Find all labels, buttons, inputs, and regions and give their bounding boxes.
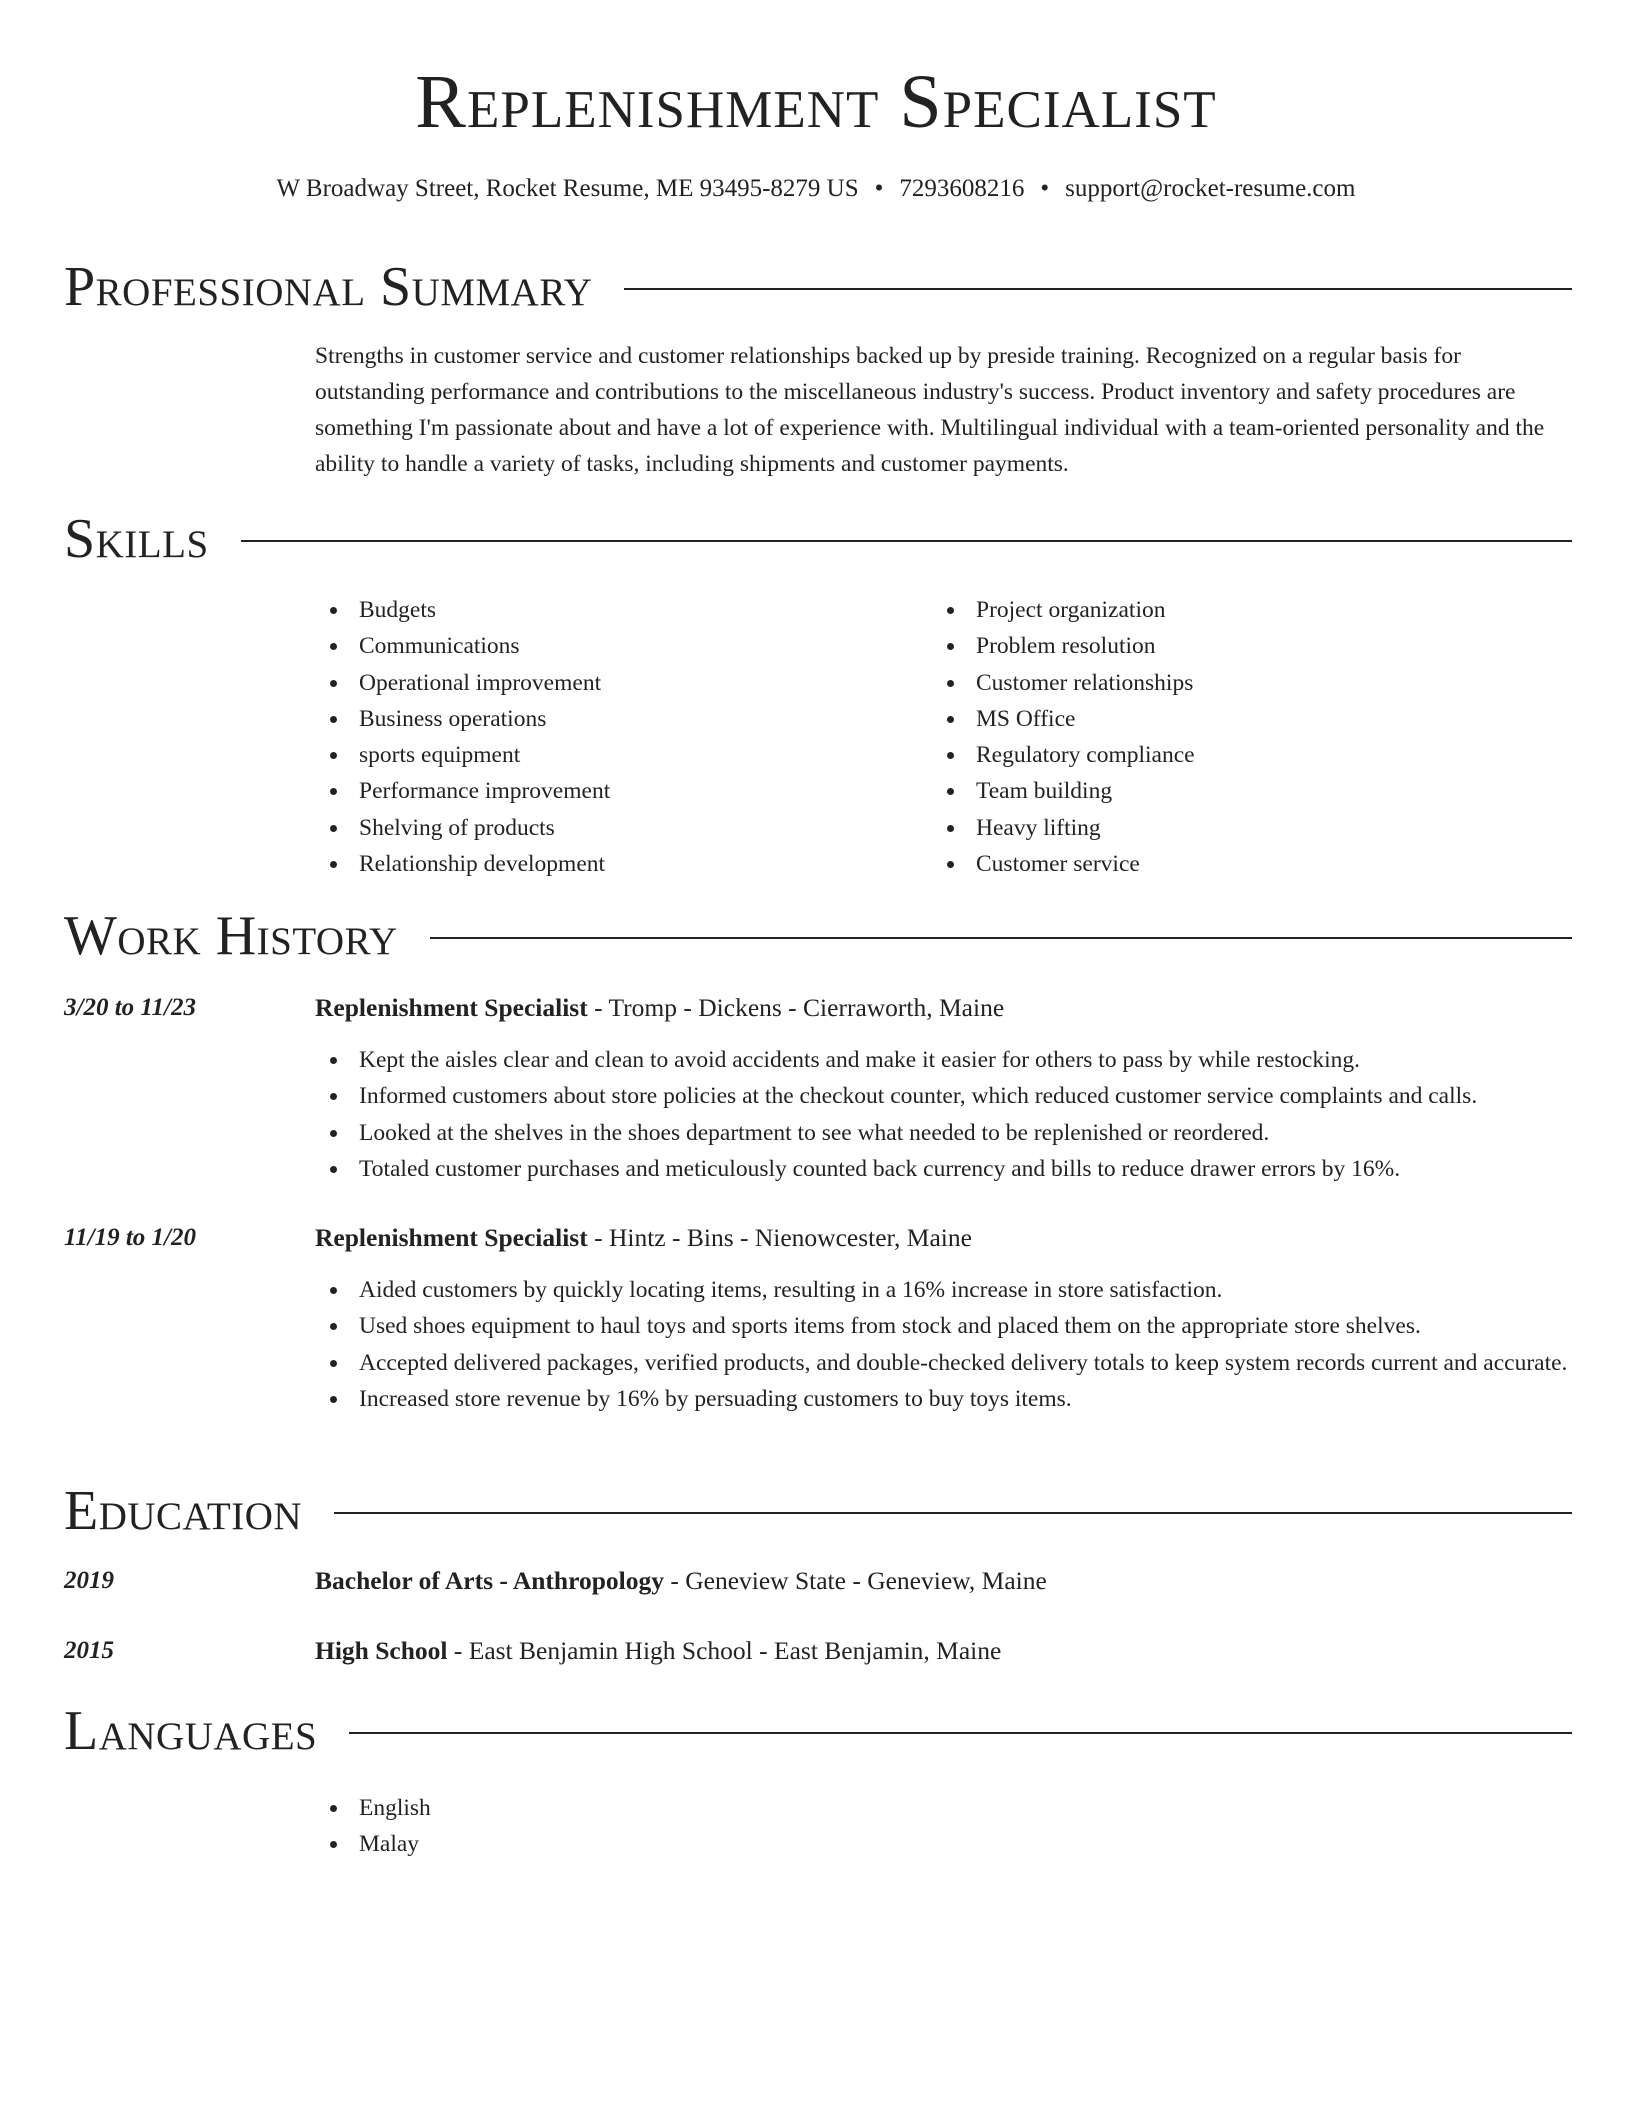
skills-heading (64, 504, 1572, 574)
skill-item: Heavy lifting (932, 810, 1532, 846)
job-role: Replenishment Specialist (315, 1223, 588, 1252)
job-bullet: Kept the aisles clear and clean to avoid accidents and make it easier for others to pass by while restocking. (315, 1042, 1575, 1078)
job-bullet: Informed customers about store policies at the checkout counter, which reduced customer service complaints and calls. (315, 1078, 1575, 1114)
education-heading (64, 1476, 1572, 1546)
contact-separator: • (874, 175, 884, 202)
summary-heading (64, 252, 1572, 322)
skill-item: Team building (932, 773, 1532, 809)
skill-item: sports equipment (315, 737, 915, 773)
languages-title: Languages (64, 1700, 318, 1762)
section-divider (624, 288, 1572, 290)
education-entry (315, 1564, 1575, 1598)
education-year: 2015 (64, 1637, 114, 1664)
education-year: 2019 (64, 1567, 114, 1594)
skill-item: Customer relationships (932, 665, 1532, 701)
skill-item: Relationship development (315, 846, 915, 882)
job-bullet: Used shoes equipment to haul toys and sports items from stock and placed them on the appropriate store shelves. (315, 1308, 1575, 1344)
skill-item: Performance improvement (315, 773, 915, 809)
language-item: Malay (315, 1826, 915, 1862)
job-employer: - Tromp - Dickens - Cierraworth, Maine (587, 993, 1005, 1022)
section-divider (334, 1512, 1572, 1514)
skills-title: Skills (64, 508, 209, 570)
job-role: Replenishment Specialist (315, 993, 588, 1022)
work-history-title: Work History (64, 905, 398, 967)
skill-item: Customer service (932, 846, 1532, 882)
languages-heading (64, 1696, 1572, 1766)
contact-address: W Broadway Street, Rocket Resume, ME 93495-8279 US (276, 175, 859, 202)
contact-line (0, 172, 1632, 206)
education-degree: High School (315, 1636, 448, 1665)
summary-text: Strengths in customer service and customer relationships backed up by preside training. Recognized on a regular basis for outstanding performance and contributions to the miscellaneous industry's success. Product inventory and safety procedures are something I'm passionate about and have a lot of experience with. Multilingual individual with a team-oriented personality and the ability to handle a variety of tasks, including shipments and customer payments. (315, 343, 1545, 477)
section-divider (349, 1732, 1572, 1734)
education-school: - Geneview State - Geneview, Maine (663, 1566, 1047, 1595)
skill-item: Communications (315, 628, 915, 664)
skill-item: Business operations (315, 701, 915, 737)
education-degree: Bachelor of Arts - Anthropology (315, 1566, 664, 1595)
skills-list-right (932, 592, 1532, 882)
contact-separator: • (1040, 175, 1050, 202)
job-dates: 11/19 to 1/20 (64, 1224, 196, 1251)
job-bullet: Increased store revenue by 16% by persuading customers to buy toys items. (315, 1381, 1575, 1417)
skill-item: Project organization (932, 592, 1532, 628)
skill-item: Regulatory compliance (932, 737, 1532, 773)
job-bullets (315, 1042, 1575, 1187)
skill-item: MS Office (932, 701, 1532, 737)
job-bullet: Accepted delivered packages, verified products, and double-checked delivery totals to keep system records current and accurate. (315, 1345, 1575, 1381)
education-entry (315, 1634, 1575, 1668)
education-school: - East Benjamin High School - East Benjamin, Maine (447, 1636, 1002, 1665)
job-bullet: Looked at the shelves in the shoes department to see what needed to be replenished or reordered. (315, 1115, 1575, 1151)
skill-item: Budgets (315, 592, 915, 628)
language-item: English (315, 1790, 915, 1826)
resume-name: Replenishment Specialist (415, 60, 1217, 144)
skills-list-left (315, 592, 915, 882)
languages-list (315, 1790, 915, 1863)
job-employer: - Hintz - Bins - Nienowcester, Maine (587, 1223, 972, 1252)
skill-item: Shelving of products (315, 810, 915, 846)
education-title: Education (64, 1480, 303, 1542)
section-divider (430, 937, 1572, 939)
skill-item: Problem resolution (932, 628, 1532, 664)
skill-item: Operational improvement (315, 665, 915, 701)
job-title (315, 1221, 1575, 1255)
work-history-heading (64, 901, 1572, 971)
contact-email: support@rocket-resume.com (1065, 175, 1356, 202)
contact-phone: 7293608216 (899, 175, 1025, 202)
job-dates: 3/20 to 11/23 (64, 994, 196, 1021)
job-title (315, 991, 1575, 1025)
job-bullet: Aided customers by quickly locating items, resulting in a 16% increase in store satisfaction. (315, 1272, 1575, 1308)
job-bullet: Totaled customer purchases and meticulously counted back currency and bills to reduce drawer errors by 16%. (315, 1151, 1575, 1187)
section-divider (241, 540, 1572, 542)
job-bullets (315, 1272, 1575, 1417)
summary-title: Professional Summary (64, 256, 593, 318)
